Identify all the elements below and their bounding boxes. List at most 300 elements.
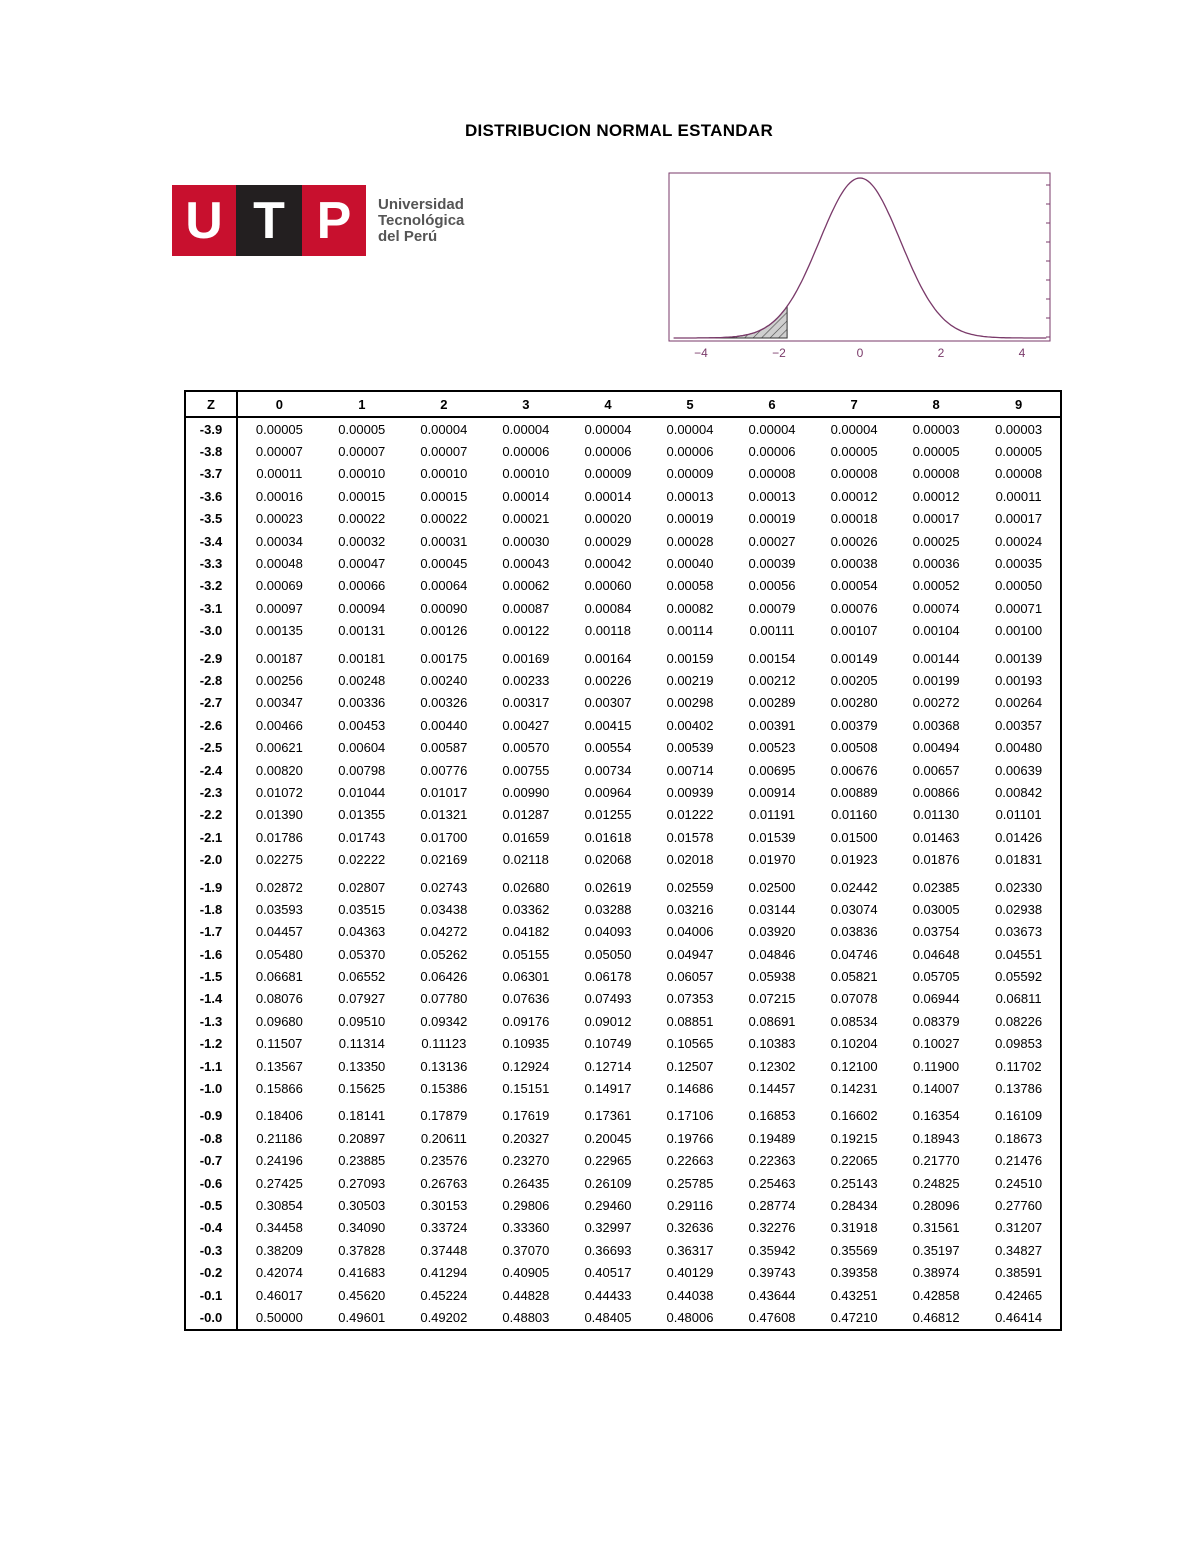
probability-cell: 0.00048 [255,556,303,572]
probability-cell: 0.35942 [748,1242,796,1258]
probability-cell: 0.23576 [420,1153,468,1169]
probability-cell: 0.00135 [255,623,303,639]
probability-cell: 0.00676 [830,762,878,778]
probability-cell: 0.01618 [584,829,632,845]
probability-cell: 0.10749 [584,1036,632,1052]
probability-cell: 0.30153 [420,1197,468,1213]
probability-cell: 0.00010 [420,466,468,482]
probability-cell: 0.03836 [830,924,878,940]
probability-cell: 0.01876 [912,852,960,868]
probability-cell: 0.00264 [995,695,1043,711]
z-value-cell: -3.6 [185,485,237,507]
probability-cell: 0.02559 [666,879,714,895]
z-value-cell: -0.2 [185,1261,237,1283]
probability-cell: 0.00074 [912,600,960,616]
probability-cell: 0.05262 [420,946,468,962]
z-value-cell: -3.0 [185,620,237,642]
table-row [185,1127,1061,1149]
probability-cell: 0.00097 [255,600,303,616]
probability-cell: 0.18141 [338,1108,386,1124]
probability-cell: 0.00004 [420,421,468,437]
probability-cell: 0.02872 [255,879,303,895]
probability-cell: 0.00040 [666,556,714,572]
probability-cell: 0.03754 [912,924,960,940]
probability-cell: 0.13567 [255,1058,303,1074]
probability-cell: 0.03288 [584,901,632,917]
probability-cell: 0.01539 [748,829,796,845]
x-tick-label: 0 [856,346,864,360]
z-value-cell: -0.1 [185,1284,237,1306]
probability-cell: 0.00104 [912,623,960,639]
table-row [185,530,1061,552]
probability-cell: 0.00094 [338,600,386,616]
probability-cell: 0.05370 [338,946,386,962]
probability-cell: 0.00336 [338,695,386,711]
probability-cell: 0.05821 [830,969,878,985]
z-value-cell: -0.4 [185,1217,237,1239]
probability-cell: 0.02442 [830,879,878,895]
probability-cell: 0.10935 [502,1036,550,1052]
z-value-cell: -1.8 [185,898,237,920]
probability-cell: 0.01017 [420,784,468,800]
probability-cell: 0.01923 [830,852,878,868]
probability-cell: 0.04272 [420,924,468,940]
probability-cell: 0.02807 [338,879,386,895]
probability-cell: 0.00508 [830,740,878,756]
probability-cell: 0.00111 [749,623,795,639]
probability-cell: 0.00131 [338,623,386,639]
probability-cell: 0.08534 [830,1013,878,1029]
probability-cell: 0.00114 [666,623,713,639]
plot-ticks [1046,185,1050,337]
probability-cell: 0.40905 [502,1265,550,1281]
probability-cell: 0.00964 [584,784,632,800]
probability-cell: 0.00008 [995,466,1043,482]
probability-cell: 0.00008 [912,466,960,482]
probability-cell: 0.05050 [584,946,632,962]
table-row [185,1306,1061,1329]
probability-cell: 0.00008 [748,466,796,482]
probability-cell: 0.01743 [338,829,386,845]
probability-cell: 0.00298 [666,695,714,711]
probability-cell: 0.28434 [830,1197,878,1213]
probability-cell: 0.00010 [502,466,550,482]
z-value-cell: -1.6 [185,943,237,965]
probability-cell: 0.00039 [748,556,796,572]
probability-cell: 0.46017 [255,1287,303,1303]
probability-cell: 0.42074 [255,1265,303,1281]
z-value-cell: -2.2 [185,804,237,826]
probability-cell: 0.00015 [420,488,468,504]
probability-cell: 0.33360 [502,1220,550,1236]
probability-cell: 0.29116 [666,1197,713,1213]
probability-cell: 0.39358 [830,1265,878,1281]
probability-cell: 0.00052 [912,578,960,594]
probability-cell: 0.00159 [666,650,714,666]
probability-cell: 0.00007 [420,444,468,460]
table-row [185,1172,1061,1194]
logo-letter-u: U [172,185,236,256]
probability-cell: 0.14917 [584,1081,632,1097]
probability-cell: 0.41683 [338,1265,386,1281]
z-value-cell: -0.9 [185,1100,237,1127]
table-row [185,826,1061,848]
probability-cell: 0.00554 [584,740,632,756]
probability-cell: 0.00087 [502,600,550,616]
probability-cell: 0.00100 [995,623,1043,639]
probability-cell: 0.00042 [584,556,632,572]
plot-frame [669,173,1050,341]
probability-cell: 0.34827 [995,1242,1043,1258]
probability-cell: 0.35569 [830,1242,878,1258]
probability-cell: 0.13786 [995,1081,1043,1097]
probability-cell: 0.22663 [666,1153,714,1169]
probability-cell: 0.18406 [255,1108,303,1124]
probability-cell: 0.20897 [338,1130,386,1146]
probability-cell: 0.28096 [912,1197,960,1213]
probability-cell: 0.12507 [666,1058,714,1074]
table-row [185,1284,1061,1306]
probability-cell: 0.00657 [912,762,960,778]
table-row [185,921,1061,943]
probability-cell: 0.01130 [913,807,960,823]
probability-cell: 0.06301 [502,969,550,985]
probability-cell: 0.01222 [666,807,714,823]
z-value-cell: -1.0 [185,1077,237,1099]
probability-cell: 0.01390 [255,807,303,823]
probability-cell: 0.00006 [666,444,714,460]
table-row [185,463,1061,485]
probability-cell: 0.11123 [421,1036,467,1052]
probability-cell: 0.00307 [584,695,632,711]
probability-cell: 0.01463 [912,829,960,845]
probability-cell: 0.00003 [912,421,960,437]
probability-cell: 0.38591 [995,1265,1043,1281]
probability-cell: 0.00056 [748,578,796,594]
probability-cell: 0.17106 [666,1108,714,1124]
probability-cell: 0.03515 [338,901,386,917]
probability-cell: 0.01426 [995,829,1043,845]
logo-letter-t: T [236,185,302,256]
probability-cell: 0.16109 [995,1108,1043,1124]
probability-cell: 0.38209 [255,1242,303,1258]
probability-cell: 0.25463 [748,1175,796,1191]
probability-cell: 0.00939 [666,784,714,800]
probability-cell: 0.47608 [748,1309,796,1325]
probability-cell: 0.04746 [830,946,878,962]
probability-cell: 0.26435 [502,1175,550,1191]
table-row [185,965,1061,987]
digit-column-header: 2 [403,391,485,417]
probability-cell: 0.43251 [830,1287,878,1303]
probability-cell: 0.00005 [830,444,878,460]
probability-cell: 0.03362 [502,901,550,917]
probability-cell: 0.44828 [502,1287,550,1303]
table-row [185,804,1061,826]
probability-cell: 0.00012 [912,488,960,504]
z-value-cell: -1.4 [185,988,237,1010]
z-value-cell: -3.1 [185,597,237,619]
probability-cell: 0.14231 [830,1081,878,1097]
probability-cell: 0.00193 [995,672,1043,688]
probability-cell: 0.46812 [912,1309,960,1325]
probability-cell: 0.42858 [912,1287,960,1303]
probability-cell: 0.00107 [830,623,878,639]
table-row [185,575,1061,597]
probability-cell: 0.26763 [420,1175,468,1191]
table-row [185,1033,1061,1055]
probability-cell: 0.00272 [912,695,960,711]
shaded-tail-area [674,306,787,338]
probability-cell: 0.00047 [338,556,386,572]
table-row [185,1194,1061,1216]
probability-cell: 0.30503 [338,1197,386,1213]
probability-cell: 0.01101 [995,807,1042,823]
probability-cell: 0.48803 [502,1309,550,1325]
probability-cell: 0.03673 [995,924,1043,940]
probability-cell: 0.11314 [338,1036,385,1052]
probability-cell: 0.00004 [502,421,550,437]
probability-cell: 0.25143 [830,1175,878,1191]
probability-cell: 0.34458 [255,1220,303,1236]
probability-cell: 0.02938 [995,901,1043,917]
digit-column-header: 3 [485,391,567,417]
probability-cell: 0.09342 [420,1013,468,1029]
probability-cell: 0.00639 [995,762,1043,778]
probability-cell: 0.00004 [584,421,632,437]
probability-cell: 0.00062 [502,578,550,594]
digit-column-header: 0 [237,391,321,417]
probability-cell: 0.00014 [502,488,550,504]
probability-cell: 0.00043 [502,556,550,572]
probability-cell: 0.00734 [584,762,632,778]
table-row [185,871,1061,898]
table-row [185,943,1061,965]
probability-cell: 0.01287 [502,807,550,823]
probability-cell: 0.45224 [420,1287,468,1303]
probability-cell: 0.00695 [748,762,796,778]
probability-cell: 0.18943 [912,1130,960,1146]
probability-cell: 0.01255 [584,807,632,823]
normal-curve-plot [666,170,1056,365]
z-value-cell: -1.9 [185,871,237,898]
probability-cell: 0.02169 [420,852,468,868]
probability-cell: 0.00187 [255,650,303,666]
probability-cell: 0.01970 [748,852,796,868]
probability-cell: 0.14457 [748,1081,796,1097]
z-value-cell: -2.5 [185,736,237,758]
probability-cell: 0.09680 [255,1013,303,1029]
probability-cell: 0.00212 [748,672,796,688]
probability-cell: 0.00226 [584,672,632,688]
probability-cell: 0.00126 [420,623,468,639]
probability-cell: 0.21476 [995,1153,1043,1169]
probability-cell: 0.00017 [912,511,960,527]
z-value-cell: -3.7 [185,463,237,485]
probability-cell: 0.31561 [912,1220,960,1236]
table-row [185,1261,1061,1283]
probability-cell: 0.44433 [584,1287,632,1303]
probability-cell: 0.00071 [995,600,1043,616]
probability-cell: 0.04846 [748,946,796,962]
z-value-cell: -1.7 [185,921,237,943]
probability-cell: 0.33724 [420,1220,468,1236]
logo-wordmark [378,197,464,245]
table-row [185,759,1061,781]
probability-cell: 0.03920 [748,924,796,940]
probability-cell: 0.01355 [338,807,386,823]
probability-cell: 0.00776 [420,762,468,778]
probability-cell: 0.32997 [584,1220,632,1236]
z-value-cell: -1.5 [185,965,237,987]
probability-cell: 0.00034 [255,533,303,549]
probability-cell: 0.00415 [584,717,632,733]
probability-cell: 0.37448 [420,1242,468,1258]
probability-cell: 0.02619 [584,879,632,895]
probability-cell: 0.00240 [420,672,468,688]
probability-cell: 0.15625 [338,1081,386,1097]
probability-cell: 0.00084 [584,600,632,616]
probability-cell: 0.01700 [420,829,468,845]
probability-cell: 0.24196 [255,1153,303,1169]
probability-cell: 0.02018 [666,852,714,868]
probability-cell: 0.32636 [666,1220,714,1236]
digit-column-header: 1 [321,391,403,417]
probability-cell: 0.00004 [666,421,714,437]
probability-cell: 0.00005 [338,421,386,437]
z-value-cell: -3.4 [185,530,237,552]
z-value-cell: -2.1 [185,826,237,848]
table-row [185,1100,1061,1127]
probability-cell: 0.12302 [748,1058,796,1074]
digit-column-header: 9 [977,391,1061,417]
probability-cell: 0.00317 [502,695,550,711]
probability-cell: 0.02743 [420,879,468,895]
probability-cell: 0.06681 [255,969,303,985]
probability-cell: 0.00181 [338,650,386,666]
probability-cell: 0.17361 [584,1108,632,1124]
probability-cell: 0.17879 [420,1108,468,1124]
probability-cell: 0.03593 [255,901,303,917]
probability-cell: 0.23885 [338,1153,386,1169]
probability-cell: 0.00013 [666,488,714,504]
probability-cell: 0.00175 [420,650,468,666]
z-value-cell: -2.3 [185,781,237,803]
table-row [185,440,1061,462]
logo-text-line: del Perú [378,227,438,245]
probability-cell: 0.20327 [502,1130,550,1146]
probability-cell: 0.00326 [420,695,468,711]
probability-cell: 0.02222 [338,852,386,868]
probability-cell: 0.46414 [995,1309,1043,1325]
probability-cell: 0.49601 [338,1309,386,1325]
probability-cell: 0.00082 [666,600,714,616]
probability-cell: 0.00798 [338,762,386,778]
probability-cell: 0.30854 [255,1197,303,1213]
probability-cell: 0.11900 [913,1058,960,1074]
normal-curve [674,178,1047,338]
probability-cell: 0.27425 [255,1175,303,1191]
probability-cell: 0.00012 [830,488,878,504]
z-value-cell: -3.8 [185,440,237,462]
probability-cell: 0.04182 [502,924,550,940]
probability-cell: 0.00018 [830,511,878,527]
utp-logo [172,185,464,256]
table-body [185,417,1061,1330]
probability-cell: 0.00149 [830,650,878,666]
z-value-cell: -0.6 [185,1172,237,1194]
probability-cell: 0.00036 [912,556,960,572]
probability-cell: 0.32276 [748,1220,796,1236]
z-value-cell: -0.0 [185,1306,237,1329]
z-value-cell: -1.3 [185,1010,237,1032]
probability-cell: 0.37828 [338,1242,386,1258]
probability-cell: 0.00842 [995,784,1043,800]
probability-cell: 0.00427 [502,717,550,733]
probability-cell: 0.15866 [255,1081,303,1097]
probability-cell: 0.19215 [830,1130,878,1146]
probability-cell: 0.04093 [584,924,632,940]
probability-cell: 0.07636 [502,991,550,1007]
probability-cell: 0.00621 [255,740,303,756]
probability-cell: 0.09853 [995,1036,1043,1052]
z-value-cell: -2.9 [185,642,237,669]
probability-cell: 0.00118 [584,623,631,639]
digit-column-header: 6 [731,391,813,417]
table-row [185,1077,1061,1099]
probability-cell: 0.04006 [666,924,714,940]
probability-cell: 0.22965 [584,1153,632,1169]
probability-cell: 0.00005 [995,444,1043,460]
probability-cell: 0.00006 [584,444,632,460]
probability-cell: 0.07215 [748,991,796,1007]
probability-cell: 0.11702 [995,1058,1042,1074]
probability-cell: 0.10565 [666,1036,714,1052]
probability-cell: 0.36693 [584,1242,632,1258]
probability-cell: 0.00347 [255,695,303,711]
probability-cell: 0.00038 [830,556,878,572]
table-row [185,669,1061,691]
digit-column-header: 4 [567,391,649,417]
probability-cell: 0.00604 [338,740,386,756]
probability-cell: 0.42465 [995,1287,1043,1303]
table-row [185,417,1061,440]
probability-cell: 0.27760 [995,1197,1043,1213]
probability-cell: 0.03216 [666,901,714,917]
probability-cell: 0.08851 [666,1013,714,1029]
probability-cell: 0.00539 [666,740,714,756]
probability-cell: 0.05705 [912,969,960,985]
probability-cell: 0.02500 [748,879,796,895]
probability-cell: 0.00026 [830,533,878,549]
z-value-cell: -1.2 [185,1033,237,1055]
probability-cell: 0.00014 [584,488,632,504]
probability-cell: 0.00058 [666,578,714,594]
probability-cell: 0.29460 [584,1197,632,1213]
table-row [185,552,1061,574]
table-row [185,714,1061,736]
probability-cell: 0.08076 [255,991,303,1007]
probability-cell: 0.01044 [338,784,386,800]
probability-cell: 0.02385 [912,879,960,895]
probability-cell: 0.17619 [502,1108,550,1124]
probability-cell: 0.04457 [255,924,303,940]
probability-cell: 0.00032 [338,533,386,549]
probability-cell: 0.01831 [995,852,1043,868]
probability-cell: 0.16602 [830,1108,878,1124]
probability-cell: 0.00011 [256,466,303,482]
probability-cell: 0.10027 [912,1036,960,1052]
